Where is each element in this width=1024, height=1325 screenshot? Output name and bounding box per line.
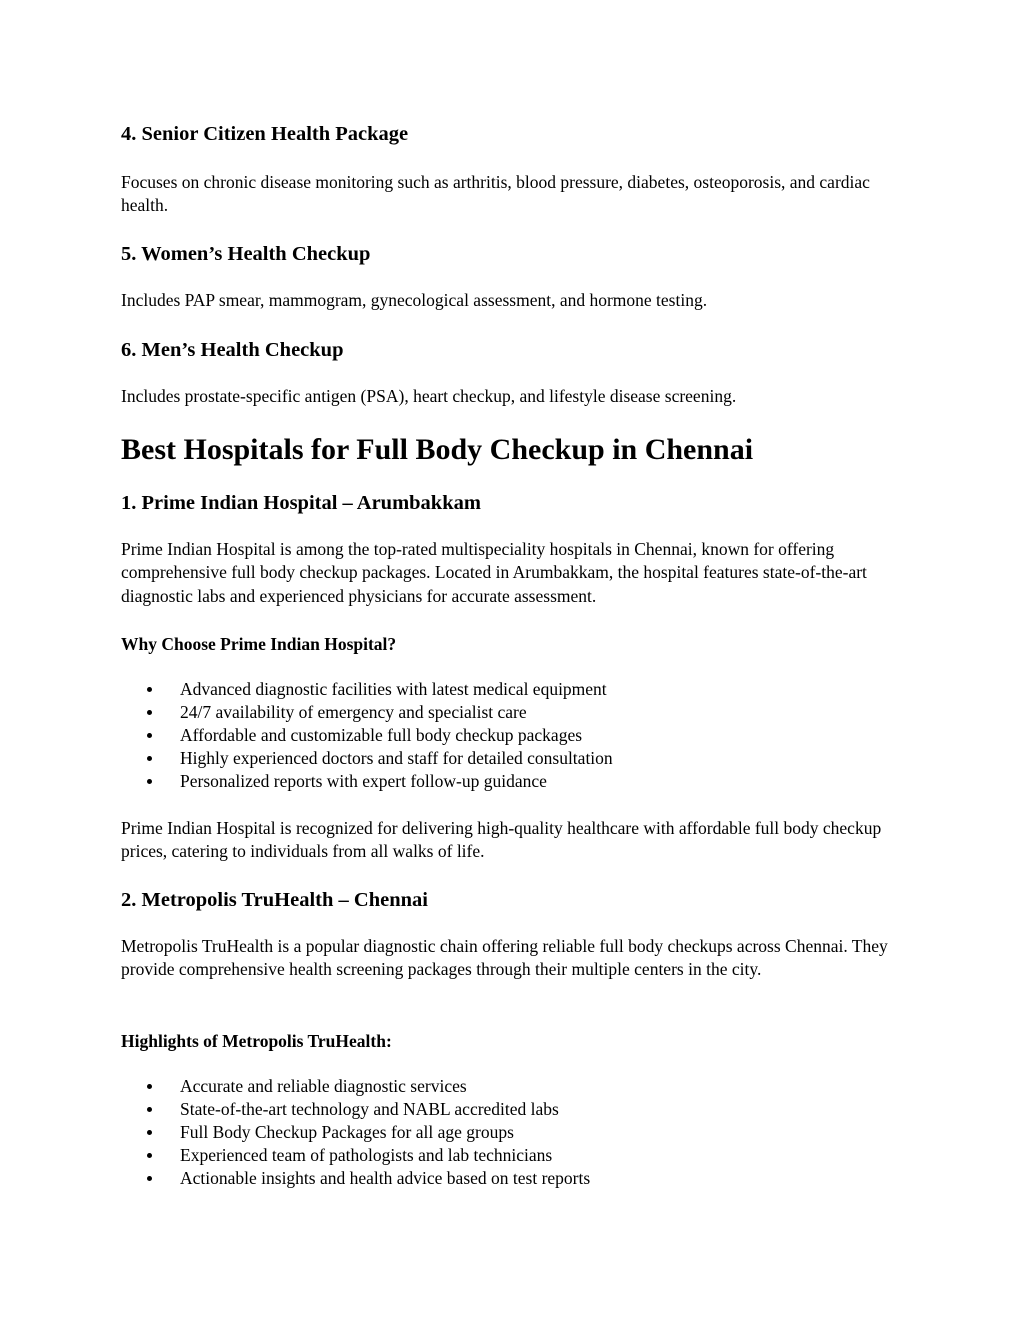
bullet-icon [147,687,152,692]
list-item-text: Full Body Checkup Packages for all age groups [180,1122,514,1143]
list-item-text: State-of-the-art technology and NABL accredited labs [180,1099,559,1120]
bullet-icon [147,779,152,784]
senior-package-heading: 4. Senior Citizen Health Package [121,123,409,145]
women-checkup-text: Includes PAP smear, mammogram, gynecological assessment, and hormone testing. [121,290,708,310]
bullet-icon [147,733,152,738]
list-item-text: Advanced diagnostic facilities with latest medical equipment [180,679,607,699]
bullet-icon [147,756,152,761]
hospital-1-intro: Prime Indian Hospital is among the top-rated multispeciality hospitals in Chennai, known for offering comprehensive full body checkup packages. Located in Arumbakkam, the hospital features state-of-the-art diagnostic labs and experienced physicians for accurate assessment. [121,539,867,606]
list-item-text: Highly experienced doctors and staff for detailed consultation [180,748,613,769]
hospital-2-feature-list [121,1075,901,1190]
list-item [121,1144,901,1167]
senior-package-text: Focuses on chronic disease monitoring such as arthritis, blood pressure, diabetes, osteoporosis, and cardiac health. [121,172,870,216]
list-item [121,747,901,770]
list-item-text: Personalized reports with expert follow-up guidance [180,771,547,792]
list-item [121,1098,901,1121]
list-item [121,724,901,747]
list-item [121,1121,901,1144]
hospital-1-feature-list [121,678,901,793]
hospital-1-subheading: Why Choose Prime Indian Hospital? [121,634,397,654]
list-item-text: 24/7 availability of emergency and specialist care [180,702,527,723]
list-item-text: Actionable insights and health advice based on test reports [180,1168,591,1189]
hospital-2-intro: Metropolis TruHealth is a popular diagnostic chain offering reliable full body checkups across Chennai. They provide comprehensive health screening packages through their multiple centers in the city. [121,936,888,980]
hospital-1-closing: Prime Indian Hospital is recognized for delivering high-quality healthcare with affordable full body checkup prices, catering to individuals from all walks of life. [121,818,882,862]
bullet-icon [147,710,152,715]
best-hospitals-heading: Best Hospitals for Full Body Checkup in Chennai [121,433,754,466]
list-item [121,770,901,793]
list-item-text: Affordable and customizable full body checkup packages [180,725,583,746]
bullet-icon [147,1107,152,1112]
list-item-text: Experienced team of pathologists and lab technicians [180,1145,553,1166]
bullet-icon [147,1084,152,1089]
bullet-icon [147,1130,152,1135]
men-checkup-text: Includes prostate-specific antigen (PSA), heart checkup, and lifestyle disease screening. [121,386,737,406]
hospital-1-heading: 1. Prime Indian Hospital – Arumbakkam [121,492,481,514]
hospital-2-heading: 2. Metropolis TruHealth – Chennai [121,889,428,911]
list-item-text: Accurate and reliable diagnostic services [180,1076,467,1096]
men-checkup-heading: 6. Men’s Health Checkup [121,339,344,361]
list-item [121,678,901,701]
hospital-2-subheading: Highlights of Metropolis TruHealth: [121,1031,392,1051]
list-item [121,1075,901,1098]
bullet-icon [147,1153,152,1158]
bullet-icon [147,1176,152,1181]
list-item [121,701,901,724]
women-checkup-heading: 5. Women’s Health Checkup [121,243,371,265]
list-item [121,1167,901,1190]
